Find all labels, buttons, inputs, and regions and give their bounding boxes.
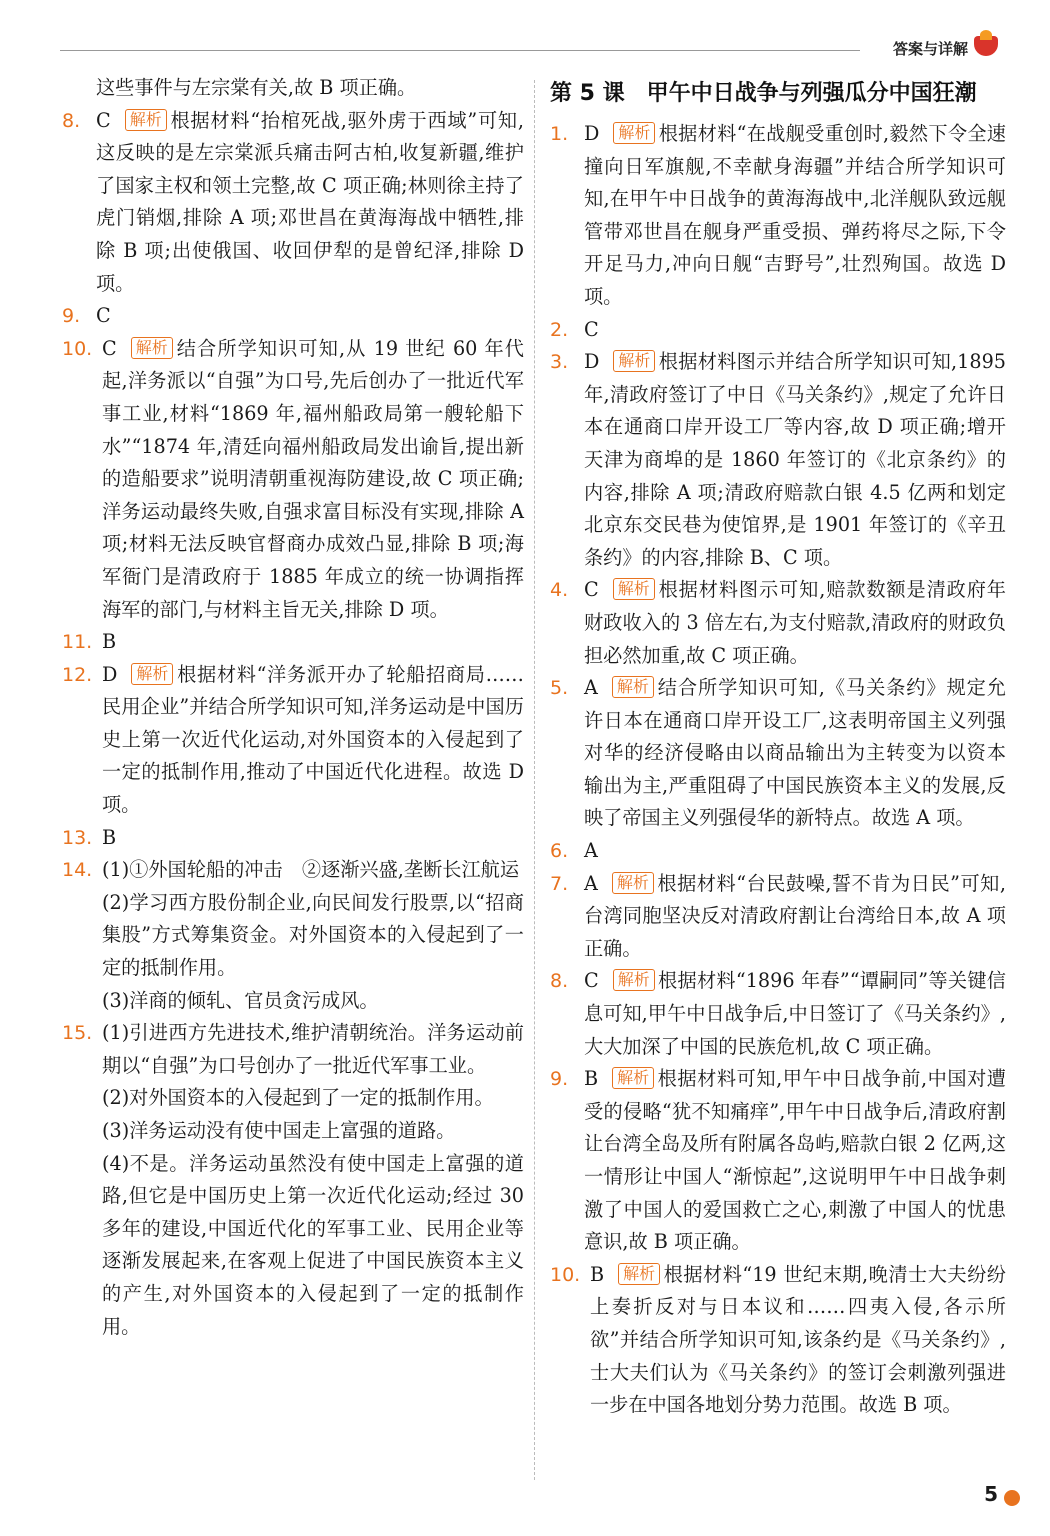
right-column — [550, 72, 1006, 1422]
answer-letter: B — [584, 1067, 599, 1091]
header-label: 答案与详解 — [892, 40, 968, 58]
answer-item — [62, 105, 524, 301]
answer-letter: B — [102, 630, 117, 654]
analysis-tag: 解析 — [618, 1263, 660, 1285]
item-number: 1. — [550, 123, 569, 145]
analysis-text: 根据材料“洋务派开办了轮船招商局……民用企业”并结合所学知识可知,洋务运动是中国历史上第一次近代化运动,对外国资本的入侵起到了一定的抵制作用,推动了中国近代化进程。故选 D 项。 — [102, 662, 524, 817]
answer-letter: C — [96, 304, 111, 328]
analysis-text: 根据材料“1896 年春”“谭嗣同”等关键信息可知,甲午中日战争后,中日签订了《马关条约》,大大加深了中国的民族危机,故 C 项正确。 — [584, 969, 1006, 1058]
answer-letter: C — [584, 578, 599, 602]
answer-item — [62, 822, 524, 855]
answer-letter: C — [96, 108, 111, 132]
item-number: 9. — [550, 1068, 569, 1091]
item-number: 14. — [62, 859, 93, 882]
analysis-tag: 解析 — [125, 109, 167, 131]
answer-item — [62, 300, 524, 333]
item-number: 11. — [62, 631, 93, 654]
page-number: 5 — [984, 1482, 998, 1506]
answer-letter: D — [102, 662, 118, 686]
analysis-tag: 解析 — [131, 337, 173, 359]
analysis-text: 根据材料“在战舰受重创时,毅然下令全速撞向日军旗舰,不幸献身海疆”并结合所学知识可知,在甲午中日战争的黄海海战中,北洋舰队致远舰管带邓世昌在舰身严重受损、弹药将尽之际,下令开足马力,冲向日舰“吉野号”,壮烈殉国。故选 D 项。 — [584, 122, 1006, 308]
answer-item — [62, 659, 524, 822]
answer-item — [550, 868, 1006, 966]
item-number: 15. — [62, 1022, 93, 1045]
answer-letter: D — [584, 122, 600, 145]
section-title — [550, 72, 1006, 116]
answer-item — [550, 314, 1006, 347]
analysis-tag: 解析 — [612, 872, 654, 894]
answer-letter: A — [584, 839, 598, 863]
item-number: 10. — [550, 1263, 581, 1286]
answer-item — [62, 626, 524, 659]
answer-item — [550, 118, 1006, 314]
answer-item — [62, 1017, 524, 1343]
intro-text: 这些事件与左宗棠有关,故 B 项正确。 — [96, 76, 417, 99]
answer-item — [550, 574, 1006, 672]
sub-answer: (1)引进西方先进技术,维护清朝统治。洋务运动前期以“自强”为口号创办了一批近代军事工业。 — [102, 1021, 524, 1077]
analysis-text: 根据材料图示并结合所学知识可知,1895 年,清政府签订了中日《马关条约》,规定了允许日本在通商口岸开设工厂等内容,故 D 项正确;增开天津为商埠的是 1860 年签订的《北京条约》的内容,排除 A 项;清政府赔款白银 4.5 亿两和划定北京东交民巷为使馆界,是 1901 年签订的《辛丑条约》的内容,排除 B、C 项。 — [584, 350, 1006, 569]
book-icon — [974, 36, 998, 56]
analysis-tag: 解析 — [613, 578, 655, 600]
item-number: 7. — [550, 872, 569, 895]
analysis-text: 结合所学知识可知,《马关条约》规定允许日本在通商口岸开设工厂,这表明帝国主义列强对华的经济侵略由以商品输出为主转变为以资本输出为主,严重阻碍了中国民族资本主义的发展,反映了帝国主义列强侵华的新特点。故选 A 项。 — [584, 676, 1006, 830]
answer-letter: D — [584, 350, 600, 374]
analysis-tag: 解析 — [613, 350, 655, 372]
answer-letter: A — [584, 871, 598, 895]
analysis-text: 根据材料可知,甲午中日战争前,中国对遭受的侵略“犹不知痛痒”,甲午中日战争后,清政府割让台湾全岛及所有附属各岛屿,赔款白银 2 亿两,这一情形让中国人“渐惊起”,这说明甲午中日战争刺激了中国人的爱国救亡之心,刺激了中国人的忧患意识,故 B 项正确。 — [584, 1067, 1006, 1254]
answer-letter: B — [590, 1262, 605, 1286]
answer-letter: C — [584, 317, 599, 341]
answer-item — [62, 333, 524, 626]
page-header — [60, 30, 1020, 64]
page-marker-icon — [1004, 1490, 1020, 1506]
column-divider — [534, 80, 535, 1480]
answer-item — [550, 1259, 1006, 1422]
answer-letter: C — [584, 969, 599, 993]
analysis-tag: 解析 — [613, 122, 655, 144]
analysis-tag: 解析 — [612, 1067, 654, 1089]
lesson-title: 甲午中日战争与列强瓜分中国狂潮 — [646, 81, 977, 106]
analysis-tag: 解析 — [613, 969, 655, 991]
item-number: 6. — [550, 840, 569, 863]
sub-answer: (3)洋商的倾轧、官员贪污成风。 — [102, 988, 379, 1012]
answer-item — [550, 672, 1006, 835]
item-number: 2. — [550, 318, 569, 341]
item-number: 4. — [550, 579, 569, 602]
header-rule — [60, 50, 860, 51]
item-number: 5. — [550, 677, 569, 700]
analysis-text: 结合所学知识可知,从 19 世纪 60 年代起,洋务派以“自强”为口号,先后创办了一批近代军事工业,材料“1869 年,福州船政局第一艘轮船下水”“1874 年,清廷向福州船政局发出谕旨,提出新的造船要求”说明清朝重视海防建设,故 C 项正确;洋务运动最终失败,自强求富目标没有实现,排除 A 项;材料无法反映官督商办成效凸显,排除 B 项;海军衙门是清政府于 1885 年成立的统一协调指挥海军的部门,与材料主旨无关,排除 D 项。 — [102, 336, 524, 621]
analysis-text: 根据材料“抬棺死战,驱外虏于西域”可知,这反映的是左宗棠派兵痛击阿古柏,收复新疆,维护了国家主权和领土完整,故 C 项正确;林则徐主持了虎门销烟,排除 A 项;邓世昌在黄海海战中牺牲,排除 B 项;出使俄国、收回伊犁的是曾纪泽,排除 D 项。 — [96, 108, 524, 295]
answer-item — [550, 835, 1006, 868]
sub-answer: (3)洋务运动没有使中国走上富强的道路。 — [102, 1119, 456, 1142]
item-number: 8. — [62, 109, 81, 132]
item-number: 9. — [62, 305, 81, 328]
item-number: 10. — [62, 337, 93, 360]
sub-answer: (2)学习西方股份制企业,向民间发行股票,以“招商集股”方式筹集资金。对外国资本的入侵起到了一定的抵制作用。 — [102, 890, 524, 980]
left-column — [62, 72, 524, 1343]
answer-item — [550, 1063, 1006, 1259]
analysis-text: 根据材料“台民鼓噪,誓不肯为日民”可知,台湾同胞坚决反对清政府割让台湾给日本,故 A 项正确。 — [584, 871, 1006, 960]
item-number: 3. — [550, 351, 569, 374]
answer-letter: B — [102, 825, 117, 849]
answer-letter: C — [102, 336, 117, 360]
item-number: 12. — [62, 663, 93, 686]
answer-item — [550, 965, 1006, 1063]
analysis-text: 根据材料图示可知,赔款数额是清政府年财政收入的 3 倍左右,为支付赔款,清政府的财政负担必然加重,故 C 项正确。 — [584, 578, 1006, 667]
answer-item — [62, 854, 524, 1017]
answer-letter: A — [584, 676, 598, 700]
item-number: 8. — [550, 970, 569, 993]
sub-answer: (4)不是。洋务运动虽然没有使中国走上富强的道路,但它是中国历史上第一次近代化运动;经过 30 多年的建设,中国近代化的军事工业、民用企业等逐渐发展起来,在客观上促进了中国民族资本主义的产生,对外国资本的入侵起到了一定的抵制作用。 — [102, 1151, 524, 1338]
analysis-text: 根据材料“19 世纪末期,晚清士大夫纷纷上奏折反对与日本议和……四夷入侵,各示所欲”并结合所学知识可知,该条约是《马关条约》,士大夫们认为《马关条约》的签订会刺激列强进一步在中国各地划分势力范围。故选 B 项。 — [590, 1262, 1006, 1417]
analysis-tag: 解析 — [612, 676, 654, 698]
answer-item — [550, 346, 1006, 574]
lesson-number: 第 5 课 — [550, 81, 625, 106]
sub-answer: (2)对外国资本的入侵起到了一定的抵制作用。 — [102, 1086, 494, 1110]
analysis-tag: 解析 — [131, 663, 173, 685]
item-number: 13. — [62, 826, 93, 849]
sub-answer: (1)①外国轮船的冲击 ②逐渐兴盛,垄断长江航运 — [102, 858, 520, 882]
